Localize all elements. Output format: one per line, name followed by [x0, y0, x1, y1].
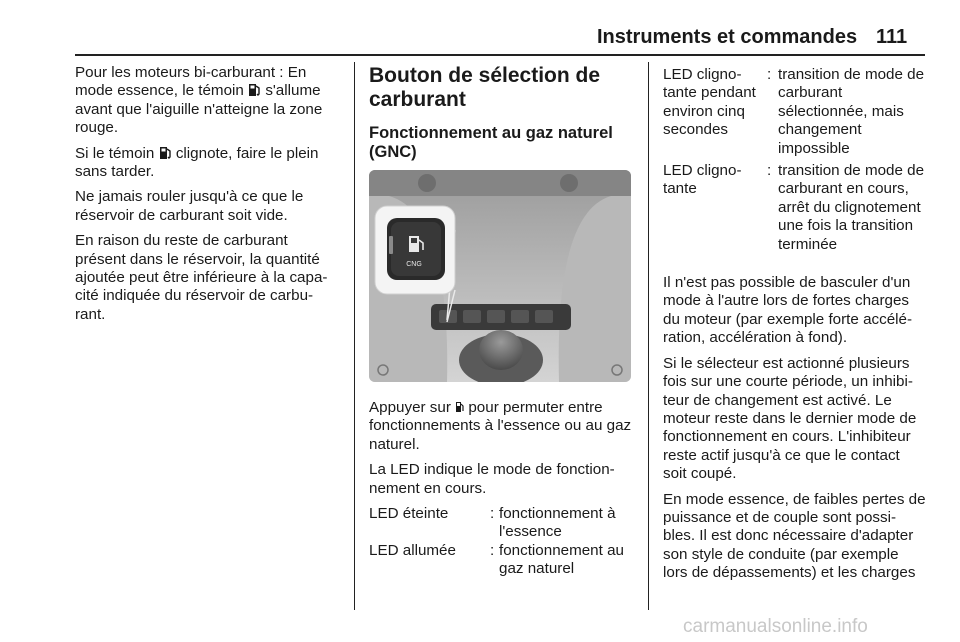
- led-state: LED allumée: [369, 541, 456, 559]
- figure-label-cng: CNG: [406, 261, 422, 268]
- led-meaning: transition de mode de carburant en cours, arrêt du clignotement une fois la transition terminée: [778, 162, 925, 253]
- column-1: [75, 64, 340, 331]
- led-colon: :: [490, 541, 495, 559]
- paragraph: En mode essence, de faibles pertes de puissance et de couple sont possi-bles. Il est donc nécessaire d'adapter son style de conduite (par exemple lors de dépassements) et les charges: [663, 490, 926, 582]
- led-colon: :: [767, 162, 772, 180]
- text: pour permuter entre fonctionnements à l'essence ou au gaz naturel.: [369, 399, 632, 453]
- console-illustration: [369, 170, 631, 382]
- led-meaning: fonctionnement à l'essence: [499, 505, 616, 541]
- led-state: LED cligno-tante: [663, 162, 742, 198]
- paragraph: Ne jamais rouler jusqu'à ce que le réservoir de carburant soit vide.: [75, 188, 304, 224]
- column-3: [663, 66, 927, 590]
- text: Pour les moteurs bi-carburant : En mode essence, le témoin: [75, 64, 307, 100]
- header-rule: [75, 54, 925, 56]
- text: Si le témoin: [75, 144, 155, 162]
- paragraph: En raison du reste de carburant présent dans le réservoir, la quantité ajoutée peut être inférieure à la capa-cité indiquée du réservoir de carbu-rant.: [75, 232, 328, 323]
- paragraph: [369, 399, 634, 454]
- led-meaning: transition de mode de carburant sélectionnée, mais changement impossible: [778, 66, 925, 157]
- led-colon: :: [490, 505, 495, 523]
- subsection-title: Fonctionnement au gaz naturel (GNC): [369, 124, 613, 161]
- paragraph: [75, 145, 340, 182]
- fuel-pump-icon: [248, 83, 261, 97]
- column-divider-1: [354, 62, 355, 610]
- paragraph: Il n'est pas possible de basculer d'un mode à l'autre lors de fortes charges du moteur (par exemple forte accélé-ration, accélération à fond).: [663, 274, 913, 347]
- led-colon: :: [767, 66, 772, 83]
- led-state-row: [663, 162, 927, 254]
- text: s'allume avant que l'aiguille n'atteigne la zone rouge.: [75, 82, 323, 137]
- led-state: LED éteinte: [369, 505, 449, 523]
- page-number: 111: [876, 26, 908, 48]
- paragraph: La LED indique le mode de fonction-nement en cours.: [369, 461, 615, 497]
- page-header-title: Instruments et commandes: [597, 26, 858, 48]
- text: Appuyer sur: [369, 399, 451, 416]
- paragraph: Si le sélecteur est actionné plusieurs fois sur une courte période, un inhibi-teur de changement est activé. Le moteur reste dans le dernier mode de fonctionnement en cours. L'inhibiteur reste actif jusqu'à ce que le contact soit coupé.: [663, 354, 917, 483]
- led-state-row: [663, 66, 927, 158]
- column-2: [369, 64, 634, 579]
- column-divider-2: [648, 62, 649, 610]
- fuel-pump-icon: [159, 146, 172, 160]
- watermark: carmanualsonline.info: [683, 616, 868, 637]
- console-figure: [369, 170, 631, 382]
- text: clignote, faire le plein sans tarder.: [75, 144, 319, 181]
- section-title: Bouton de sélection de carburant: [369, 64, 601, 111]
- led-meaning: fonctionnement au gaz naturel: [499, 541, 624, 578]
- fuel-select-button-icon: [455, 401, 464, 414]
- led-state-row: [369, 542, 634, 579]
- led-state-row: [369, 505, 634, 542]
- paragraph: [75, 64, 340, 138]
- led-state: LED cligno-tante pendant environ cinq secondes: [663, 66, 756, 139]
